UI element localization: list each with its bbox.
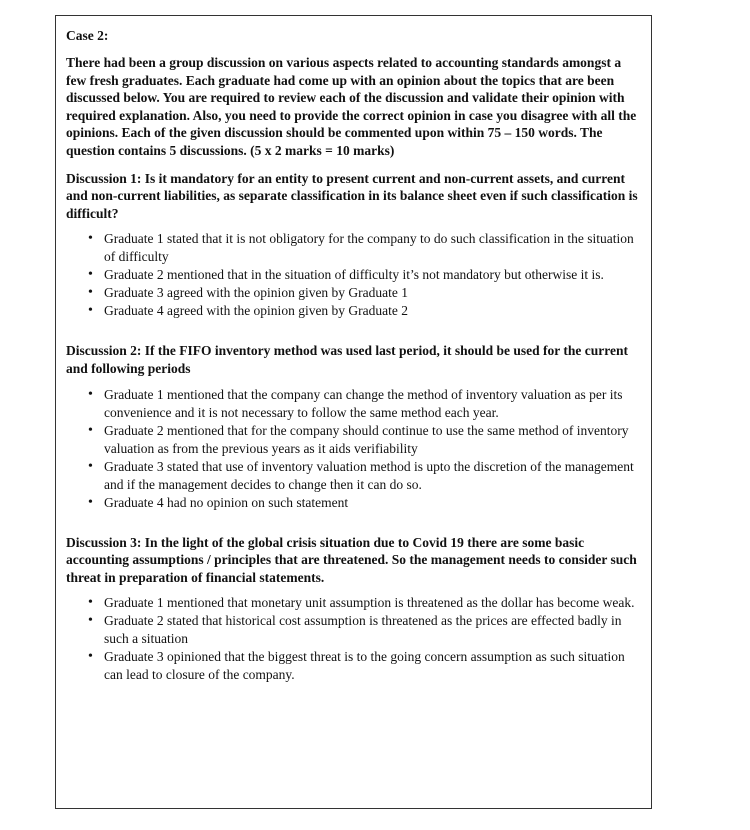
opinion-item: • Graduate 2 mentioned that in the situation of difficulty it’s not mandatory but otherwise it is. [88, 266, 641, 284]
opinion-item: • Graduate 3 stated that use of inventory valuation method is upto the discretion of the management and if the management decides to change then it can do so. [88, 458, 641, 494]
opinion-item: • Graduate 2 stated that historical cost assumption is threatened as the prices are effected badly in such a situation [88, 612, 641, 648]
discussion-1-title: Discussion 1: Is it mandatory for an entity to present current and non-current assets, and current and non-current liabilities, as separate classification in its balance sheet even if such classification is difficult? [66, 170, 638, 221]
discussion-3-opinions [66, 594, 641, 684]
opinion-item: • Graduate 4 agreed with the opinion given by Graduate 2 [88, 302, 641, 320]
opinion-item: • Graduate 1 mentioned that the company can change the method of inventory valuation as per its convenience and it is not necessary to follow the same method each year. [88, 386, 641, 422]
opinion-item: • Graduate 4 had no opinion on such statement [88, 494, 641, 512]
discussion-3-title: Discussion 3: In the light of the global crisis situation due to Covid 19 there are some basic accounting assumptions / principles that are threatened. So the management needs to consider such threat in preparation of financial statements. [66, 534, 637, 585]
opinion-item: • Graduate 1 mentioned that monetary unit assumption is threatened as the dollar has become weak. [88, 594, 641, 612]
discussion-1-opinions [66, 230, 641, 320]
opinion-item: • Graduate 2 mentioned that for the company should continue to use the same method of inventory valuation as from the previous years as it aids verifiability [88, 422, 641, 458]
case-intro: There had been a group discussion on various aspects related to accounting standards amongst a few fresh graduates. Each graduate had come up with an opinion about the topics that are been discussed below. You are required to review each of the discussion and validate their opinion with required explanation. Also, you need to provide the correct opinion in case you disagree with all the opinions. Each of the given discussion should be commented upon within 75 – 150 words. The question contains 5 discussions. (5 x 2 marks = 10 marks) [66, 55, 637, 158]
discussion-2-opinions [66, 386, 641, 512]
opinion-item: • Graduate 3 opinioned that the biggest threat is to the going concern assumption as such situation can lead to closure of the company. [88, 648, 641, 684]
discussion-2-title: Discussion 2: If the FIFO inventory method was used last period, it should be used for the current and following periods [66, 343, 629, 376]
opinion-item: • Graduate 3 agreed with the opinion given by Graduate 1 [88, 284, 641, 302]
case-title: Case 2: [66, 28, 109, 43]
opinion-item: • Graduate 1 stated that it is not obligatory for the company to do such classification in the situation of difficulty [88, 230, 641, 266]
case-box [55, 15, 652, 809]
